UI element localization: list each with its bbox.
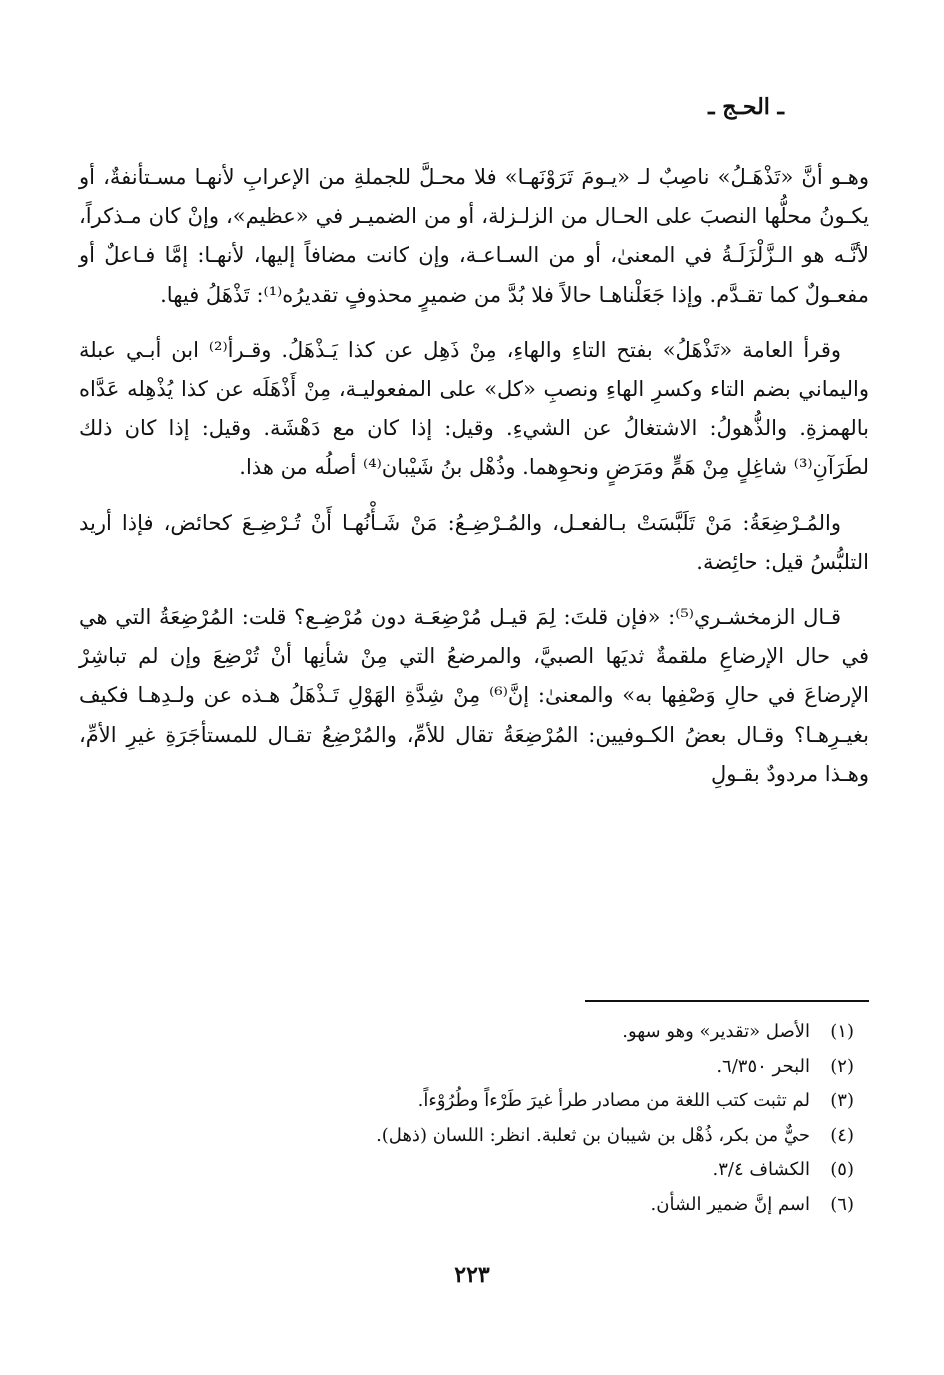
footnote	[94, 1015, 854, 1050]
footnote-separator	[585, 1000, 869, 1002]
footnote-number: (١)	[830, 1021, 854, 1042]
running-header: ـ الحـج ـ	[708, 94, 784, 120]
footnote-number: (٢)	[830, 1055, 854, 1077]
paragraph: وهـو أنَّ «تَذْهَـلُ» ناصِبٌ لـ «يـومَ تَرَوْنَهـا» فلا محـلَّ للجملةِ من الإعرابِ لأنهـا مسـتأنفةٌ، أو يكـونُ محلُّها النصبَ على الحـال من الزلـزلة، أو من الضميـر في «عظيم»، وإنْ كان مـذكراً، لأنَّـه هو الـزَّلْزَلَـةُ في المعنىٰ، أو من السـاعـة، وإن كانت مضافاً إليها، لأنهـا: إمَّا فـاعلٌ أو مفعـولٌ كما تقـدَّم. وإذا جَعَلْناهـا حالاً فلا بُدَّ من ضميرٍ محذوفٍ تقديرُه⁽¹⁾: تَذْهَلُ فيها.	[79, 165, 869, 307]
footnote-text: الأصل «تقدير» وهو سهو.	[622, 1021, 810, 1042]
paragraph: وقرأ العامة «تَذْهَلُ» بفتح التاءِ والهاءِ، مِنْ ذَهِل عن كذا يَـذْهَلُ. وقـرأ⁽²⁾ ابن أبـي عبلة واليماني بضم التاء وكسرِ الهاءِ ونصبِ «كل» على المفعوليـة، مِنْ أَذْهَلَه عن كذا يُذْهِله عَدَّاه بالهمزةِ. والذُّهولُ: الاشتغالُ عن الشيءِ. وقيل: إذا كان مع دَهْشَة. وقيل: إذا كان ذلك لطَرَآنِ⁽³⁾ شاغِلٍ مِنْ هَمٍّ ومَرَضٍ ونحوِهما. وذُهْل بنُ شَيْبان⁽⁴⁾ أصلُه من هذا.	[79, 337, 869, 480]
footnote-text: حيٌّ من بكر، ذُهْل بن شيبان بن ثعلبة. انظر: اللسان (ذهل).	[376, 1124, 810, 1146]
footnote-number: (٣)	[830, 1090, 854, 1111]
footnote-number: (٥)	[830, 1159, 854, 1180]
footnote-text: البحر ٦/٣٥٠.	[716, 1055, 810, 1077]
footnote	[94, 1188, 854, 1223]
footnote	[94, 1153, 854, 1188]
footnote-text: اسم إنَّ ضمير الشأن.	[650, 1193, 810, 1215]
footnote	[94, 1119, 854, 1154]
footnote	[94, 1084, 854, 1119]
footnote-number: (٦)	[830, 1193, 854, 1215]
paragraph: والمُـرْضِعَةُ: مَنْ تَلَبَّسَتْ بـالفعـل، والمُـرْضِـعُ: مَنْ شَـأْنُهـا أَنْ تُـرْضِـعَ كحائض، فإذا أريد التلبُّسُ قيل: حائِضة.	[79, 510, 869, 574]
footnote-text: لم تثبت كتب اللغة من مصادر طرأ غيرَ طَرْءاً وطُرُوْءاً.	[417, 1090, 810, 1111]
footnote-text: الكشاف ٣/٤.	[712, 1159, 810, 1180]
footnotes	[94, 1015, 854, 1222]
main-text	[79, 158, 869, 810]
page-number: ٢٢٣	[454, 1262, 490, 1288]
paragraph: قـال الزمخشـري⁽⁵⁾: «فإن قلتَ: لِمَ قيـل مُرْضِعَـة دون مُرْضِـع؟ قلت: المُرْضِعَةُ التي هي في حال الإرضاعِ ملقمةٌ ثديَها الصبيَّ، والمرضعُ التي مِنْ شأنِها أنْ تُرْضِعَ وإن لم تباشِرْ الإرضاعَ في حالِ وَصْفِها به» والمعنىٰ: إنَّ⁽⁶⁾ مِنْ شِدَّةِ الهَوْلِ تَـذْهَلُ هـذه عن ولـدِهـا فكيف بغيـرِهـا؟ وقـال بعضُ الكـوفيين: المُرْضِعَةُ تقال للأمِّ، والمُرْضِعُ تقـال للمستأجَرَةِ غيرِ الأمِّ، وهـذا مردودٌ بقـولِ	[79, 605, 869, 786]
footnote	[94, 1050, 854, 1085]
footnote-number: (٤)	[830, 1124, 854, 1146]
